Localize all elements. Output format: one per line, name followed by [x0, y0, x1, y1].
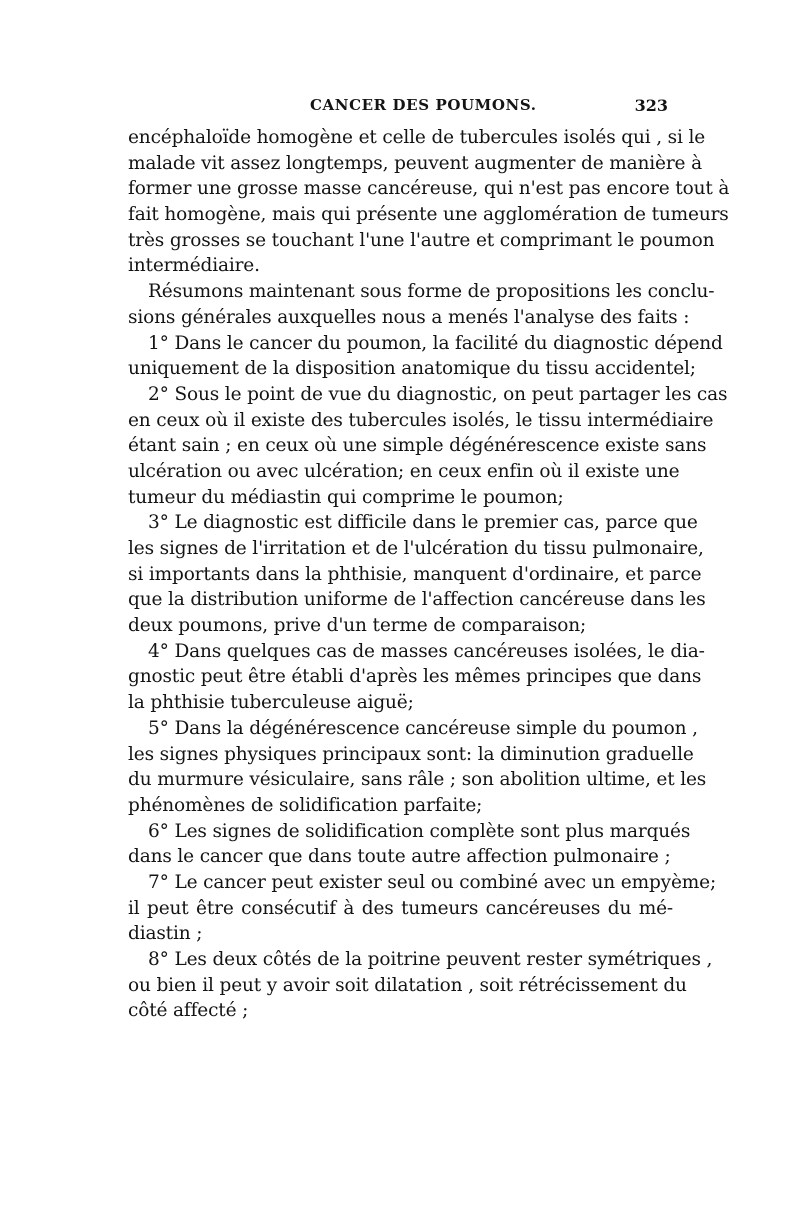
text-line: 5° Dans la dégénérescence cancéreuse simple du poumon ,	[148, 717, 698, 739]
running-title: CANCER DES POUMONS.	[310, 96, 537, 114]
text-line: 6° Les signes de solidification complète sont plus marqués	[148, 820, 691, 842]
text-line: que la distribution uniforme de l'affection cancéreuse dans les	[128, 589, 706, 611]
text-line: sions générales auxquelles nous a menés l'analyse des faits :	[128, 306, 690, 328]
text-line: côté affecté ;	[128, 1000, 249, 1022]
text-line: étant sain ; en ceux où une simple dégénérescence existe sans	[128, 435, 707, 457]
running-header	[130, 96, 668, 120]
text-line: dans le cancer que dans toute autre affection pulmonaire ;	[128, 846, 671, 868]
page-number: 323	[634, 96, 668, 115]
text-line: 2° Sous le point de vue du diagnostic, on peut partager les cas	[148, 383, 728, 405]
text-line: les signes de l'irritation et de l'ulcération du tissu pulmonaire,	[128, 538, 704, 559]
text-line: très grosses se touchant l'une l'autre et comprimant le poumon	[128, 229, 715, 251]
text-line: phénomènes de solidification parfaite;	[128, 794, 483, 816]
text-line: gnostic peut être établi d'après les mêmes principes que dans	[128, 666, 702, 688]
text-line: fait homogène, mais qui présente une agglomération de tumeurs	[128, 204, 729, 226]
text-line: deux poumons, prive d'un terme de comparaison;	[128, 615, 587, 637]
text-line: uniquement de la disposition anatomique du tissu accidentel;	[128, 358, 696, 380]
text-line: 8° Les deux côtés de la poitrine peuvent rester symétriques ,	[148, 949, 713, 970]
text-line: intermédiaire.	[128, 255, 260, 277]
body-text	[128, 125, 730, 1024]
text-line: Résumons maintenant sous forme de propositions les conclu-	[148, 281, 715, 303]
text-line: 4° Dans quelques cas de masses cancéreuses isolées, le dia-	[148, 640, 705, 662]
text-line: si importants dans la phthisie, manquent d'ordinaire, et parce	[128, 563, 702, 585]
text-line: 7° Le cancer peut exister seul ou combiné avec un empyème;	[148, 871, 717, 893]
text-line: 1° Dans le cancer du poumon, la facilité du diagnostic dépend	[148, 332, 723, 354]
text-line: malade vit assez longtemps, peuvent augmenter de manière à	[128, 152, 702, 174]
text-line: tumeur du médiastin qui comprime le poumon;	[128, 486, 564, 508]
text-line: il peut être consécutif à des tumeurs cancéreuses du mé-	[128, 897, 673, 919]
text-line: la phthisie tuberculeuse aiguë;	[128, 692, 414, 714]
text-line: encéphaloïde homogène et celle de tubercules isolés qui , si le	[128, 127, 706, 148]
text-line: ou bien il peut y avoir soit dilatation , soit rétrécissement du	[128, 974, 687, 996]
text-line: en ceux où il existe des tubercules isolés, le tissu intermédiaire	[128, 409, 714, 431]
text-line: ulcération ou avec ulcération; en ceux enfin où il existe une	[128, 460, 680, 482]
text-line: former une grosse masse cancéreuse, qui n'est pas encore tout à	[128, 178, 730, 200]
text-line: diastin ;	[128, 923, 203, 945]
text-line: du murmure vésiculaire, sans râle ; son abolition ultime, et les	[128, 769, 707, 791]
text-line: 3° Le diagnostic est difficile dans le premier cas, parce que	[148, 512, 698, 534]
text-line: les signes physiques principaux sont: la diminution graduelle	[128, 743, 694, 765]
